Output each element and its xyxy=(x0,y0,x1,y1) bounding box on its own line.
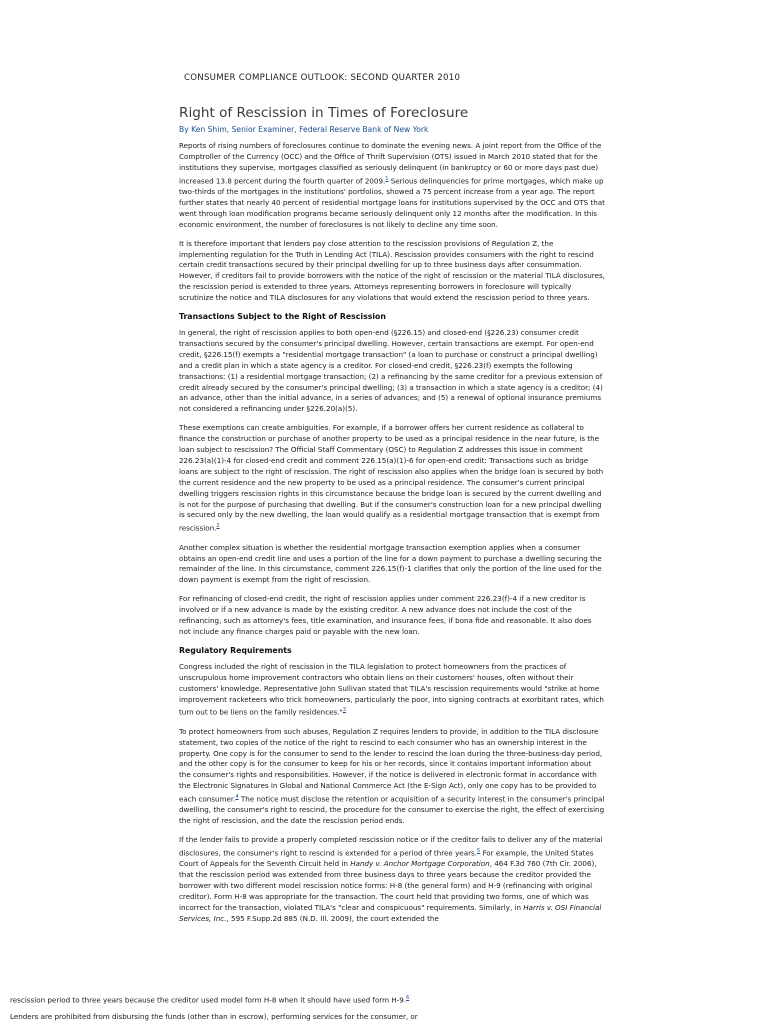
case-name: Harris v. OSI Financial Services, Inc. xyxy=(179,903,602,923)
paragraph: Reports of rising numbers of foreclosures continue to dominate the evening news. A joint report from the Office of the Comptroller of the Currency (OCC) and the Office of Thrift Supervision (OTS) issued in March 2010 stated that for the institutions they supervise, mortgages classified as seriously delinquent (in bankruptcy or 60 or more days past due) increased 13.8 percent during the fourth quarter of 2009.$^1$ Serious delinquencies for prime mortgages, which make up two-thirds of the mortgages in the institutions' portfolios, showed a 75 percent increase from a year ago. The report further states that nearly 40 percent of residential mortgage loans for institutions supervised by the OCC and OTS that went through loan modification programs became seriously delinquent only 12 months after the modification. In this economic environment, the number of foreclosures is not likely to decline any time soon. xyxy=(179,141,605,229)
footnote-link[interactable]: 3 xyxy=(342,707,346,714)
footnote-link[interactable]: 1 xyxy=(385,175,389,182)
article-title: Right of Rescission in Times of Foreclosure xyxy=(179,105,469,121)
paragraph: To protect homeowners from such abuses, Regulation Z requires lenders to provide, in addition to the TILA disclosure statement, two copies of the notice of the right to rescind to each consumer who has an ownership interest in the property. One copy is for the consumer to send to the lender to rescind the loan during the three-business-day period, and the other copy is for the consumer to keep for his or her records, since it contains important information about the consumer's rights and responsibilities. However, if the notice is delivered in electronic format in accordance with the Electronic Signatures in Global and National Commerce Act (the E-Sign Act), only one copy has to be provided to each consumer.$^4$ The notice must disclose the retention or acquisition of a security interest in the consumer's principal dwelling, the consumer's right to rescind, the procedure for the consumer to exercise the right, the effect of exercising the right of rescission, and the date the rescission period ends. xyxy=(179,726,605,826)
paragraph: Another complex situation is whether the residential mortgage transaction exemption applies when a consumer obtains an open-end credit line and uses a portion of the line for a down payment to purchase a dwelling securing the remainder of the line. In this circumstance, comment 226.15(f)-1 clarifies that only the portion of the line used for the down payment is exempt from the right of rescission. xyxy=(179,542,602,585)
overflow-line: rescission period to three years because the creditor used model form H-8 when it should have used form H-9.$^6$ xyxy=(10,995,410,1005)
paragraph: In general, the right of rescission applies to both open-end (§226.15) and closed-end (§226.23) consumer credit transactions secured by the consumer's principal dwelling. However, certain transactions are exempt. For open-end credit, §226.15(f) exempts a "residential mortgage transaction" (a loan to purchase or construct a principal dwelling) and a credit plan in which a state agency is a creditor. For closed-end credit, §226.23(f) exempts the following transactions: (1) a residential mortgage transaction; (2) a refinancing by the same creditor for a previous extension of credit already secured by the consumer's principal dwelling; (3) a transaction in which a state agency is a creditor; (4) an advance, other than the initial advance, in a series of advances; and (5) a renewal of optional insurance premiums not considered a refinancing under §226.20(a)(5). xyxy=(179,327,603,414)
paragraph: If the lender fails to provide a properly completed rescission notice or if the creditor fails to deliver any of the material disclosures, the consumer's right to rescind is extended for a period of three years.$^5$ For example, the United States Court of Appeals for the Seventh Circuit held in Handy v. Anchor Mortgage Corporation, 464 F.3d 760 (7th Cir. 2006), that the rescission period was extended from three business days to three years because the creditor provided the borrower with two different model rescission notice forms: H-8 (the general form) and H-9 (refinancing with original creditor). Form H-8 was appropriate for the transaction. The court held that providing two forms, one of which was incorrect for the transaction, violated TILA's "clear and conspicuous" requirements. Similarly, in Harris v. OSI Financial Services, Inc., 595 F.Supp.2d 885 (N.D. Ill. 2009), the court extended the xyxy=(179,835,603,923)
paragraph: These exemptions can create ambiguities. For example, if a borrower offers her current residence as collateral to finance the construction or purchase of another property to be used as a principal residence in the near future, is the loan subject to rescission? The Official Staff Commentary (OSC) to Regulation Z addresses this issue in comment 226.23(a)(1)-4 for closed-end credit and comment 226.15(a)(1)-6 for open-end credit: Transactions such as bridge loans are subject to the right of rescission. The right of rescission also applies when the bridge loan is secured by both the current residence and the new property to be used as a principal residence. The consumer's current principal dwelling triggers rescission rights in this circumstance because the bridge loan is secured by the current dwelling and is not for the purpose of purchasing that dwelling. But if the consumer's construction loan for a new principal dwelling is secured only by the new dwelling, the loan would qualify as a residential mortgage transaction that is exempt from rescission.$^2$ xyxy=(179,423,604,533)
footnote-link[interactable]: 6 xyxy=(406,995,410,1001)
article-body xyxy=(179,141,605,933)
publication-header: CONSUMER COMPLIANCE OUTLOOK: SECOND QUARTER 2010 xyxy=(184,73,461,83)
case-name: Handy v. Anchor Mortgage Corporation xyxy=(350,859,490,869)
paragraph: Congress included the right of rescission in the TILA legislation to protect homeowners from the practices of unscrupulous home improvement contractors who obtain liens on their customers' houses, often without their customers' knowledge. Representative John Sullivan stated that TILA's rescission requirements would "strike at home improvement racketeers who trick homeowners, particularly the poor, into signing contracts at exorbitant rates, which turn out to be liens on the family residences."$^3$ xyxy=(179,661,604,717)
overflow-line: Lenders are prohibited from disbursing the funds (other than in escrow), performing services for the consumer, or xyxy=(10,1012,418,1021)
paragraph: It is therefore important that lenders pay close attention to the rescission provisions of Regulation Z, the implementing regulation for the Truth in Lending Act (TILA). Rescission provides consumers with the right to rescind certain credit transactions secured by their principal dwelling for up to three business days after consummation. However, if creditors fail to provide borrowers with the notice of the right of rescission or the material TILA disclosures, the rescission period is extended to three years. Attorneys representing borrowers in foreclosure will typically scrutinize the notice and TILA disclosures for any violations that would extend the rescission period to three years. xyxy=(179,238,605,303)
footnote-link[interactable]: 4 xyxy=(235,794,239,801)
paragraph: For refinancing of closed-end credit, the right of rescission applies under comment 226.23(f)-4 if a new creditor is involved or if a new advance is made by the existing creditor. A new advance does not include the cost of the refinancing, such as attorney's fees, title examination, and insurance fees, if bona fide and reasonable. It also does not include any finance charges paid or payable with the new loan. xyxy=(179,594,592,636)
section-heading: Regulatory Requirements xyxy=(179,645,292,655)
footnote-link[interactable]: 5 xyxy=(477,848,481,855)
section-heading: Transactions Subject to the Right of Rescission xyxy=(179,312,386,322)
byline: By Ken Shim, Senior Examiner, Federal Reserve Bank of New York xyxy=(179,125,429,134)
footnote-link[interactable]: 2 xyxy=(216,523,220,530)
